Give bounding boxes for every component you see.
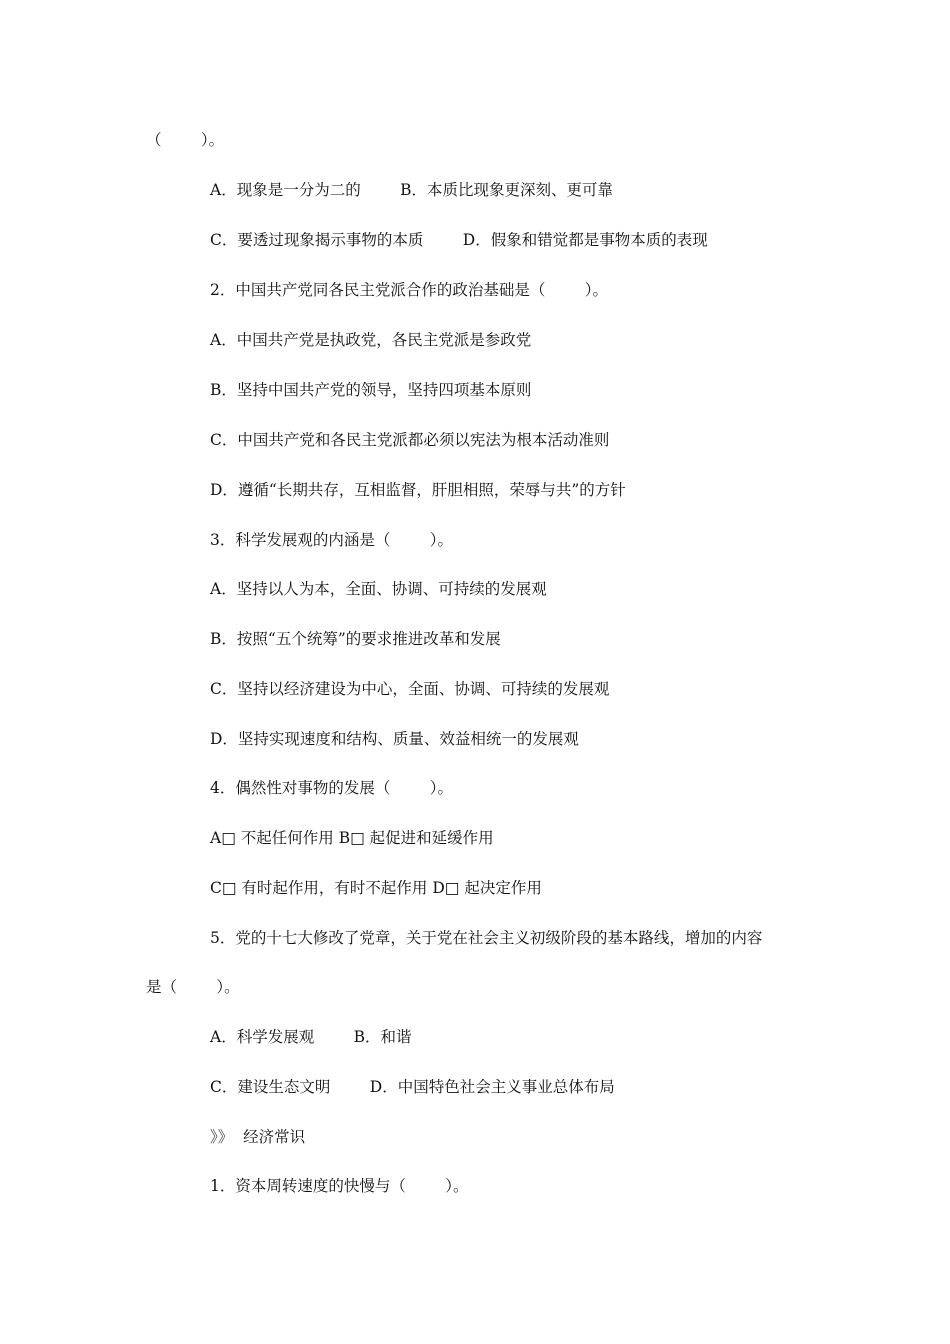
q4-question: 4．偶然性对事物的发展（ ）。	[210, 779, 454, 797]
q2-option-c: C．中国共产党和各民主党派都必须以宪法为根本活动准则	[210, 431, 610, 449]
q2-option-d: D．遵循“长期共存，互相监督，肝胆相照，荣辱与共”的方针	[210, 481, 626, 499]
econ-q1-question: 1．资本周转速度的快慢与（ ）。	[210, 1177, 469, 1195]
q1-options-ab: A．现象是一分为二的 B．本质比现象更深刻、更可靠	[210, 181, 614, 199]
q2-option-b: B．坚持中国共产党的领导，坚持四项基本原则	[210, 381, 532, 399]
q3-option-b: B．按照“五个统筹”的要求推进改革和发展	[210, 630, 501, 648]
q3-option-a: A．坚持以人为本，全面、协调、可持续的发展观	[210, 580, 547, 598]
q5-question-continuation: 是（ ）。	[146, 978, 240, 996]
q5-options-cd: C．建设生态文明 D．中国特色社会主义事业总体布局	[210, 1078, 615, 1096]
q4-options-ab: A□ 不起任何作用 B□ 起促进和延缓作用	[210, 829, 494, 847]
q5-question: 5．党的十七大修改了党章，关于党在社会主义初级阶段的基本路线，增加的内容	[210, 929, 763, 947]
q3-option-d: D．坚持实现速度和结构、质量、效益相统一的发展观	[210, 730, 579, 748]
q3-option-c: C．坚持以经济建设为中心，全面、协调、可持续的发展观	[210, 680, 610, 698]
q4-options-cd: C□ 有时起作用，有时不起作用 D□ 起决定作用	[210, 879, 542, 897]
q2-question: 2．中国共产党同各民主党派合作的政治基础是（ ）。	[210, 281, 609, 299]
q1-options-cd: C．要透过现象揭示事物的本质 D．假象和错觉都是事物本质的表现	[210, 231, 708, 249]
q2-option-a: A．中国共产党是执政党，各民主党派是参政党	[210, 331, 532, 349]
q5-options-ab: A．科学发展观 B．和谐	[210, 1028, 412, 1046]
question-continuation-blank: （ ）。	[146, 131, 225, 149]
section-heading-economics: 》》 经济常识	[210, 1128, 306, 1146]
q3-question: 3．科学发展观的内涵是（ ）。	[210, 531, 454, 549]
